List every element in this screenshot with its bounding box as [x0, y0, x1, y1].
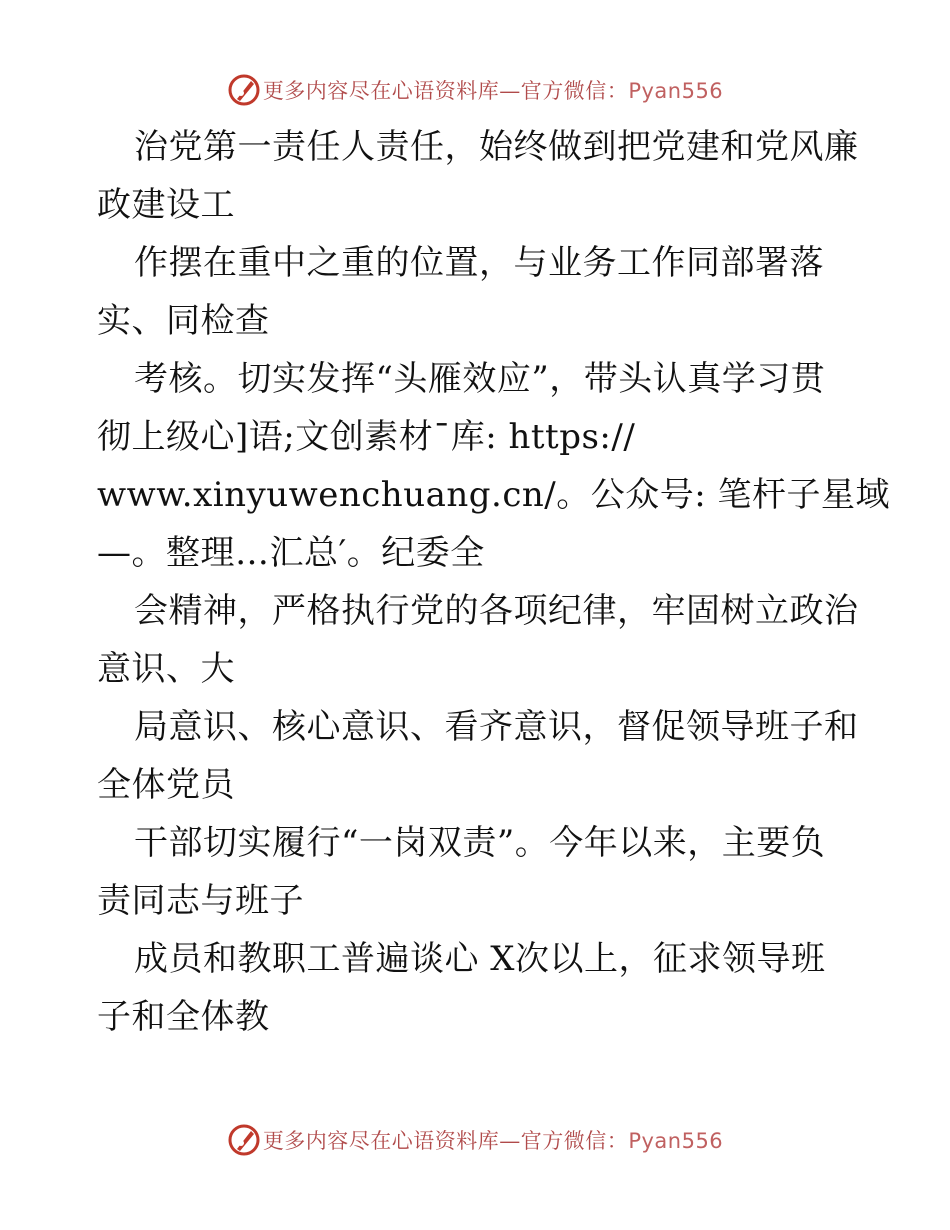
header-watermark: [0, 70, 950, 110]
text-line: 全体党员: [97, 765, 235, 805]
document-body: [97, 118, 890, 1046]
text-line: 子和全体教: [97, 997, 270, 1037]
pen-logo-icon: [227, 73, 261, 107]
footer-watermark: [0, 1120, 950, 1160]
text-line: 政建设工: [97, 185, 235, 225]
text-line: www.xinyuwenchuang.cn/。公众号: 笔杆子星域: [97, 475, 890, 515]
text-line: 意识、大: [97, 649, 235, 689]
text-line: 实、同检查: [97, 301, 270, 341]
text-line: 治党第一责任人责任，始终做到把党建和党风廉: [134, 127, 859, 167]
text-line: —。整理…汇总′。纪委全: [97, 533, 485, 573]
watermark-text: 更多内容尽在心语资料库—官方微信：Pyan556: [262, 79, 724, 103]
text-line: 干部切实履行“一岗双责”。今年以来，主要负: [134, 823, 826, 863]
text-line: 彻上级心]语;文创素材¯库: https://: [97, 417, 636, 457]
text-line: 作摆在重中之重的位置，与业务工作同部署落: [134, 243, 824, 283]
watermark-text: 更多内容尽在心语资料库—官方微信：Pyan556: [262, 1129, 724, 1153]
pen-logo-icon: [227, 1123, 261, 1157]
text-line: 考核。切实发挥“头雁效应”，带头认真学习贯: [134, 359, 826, 399]
text-line: 成员和教职工普遍谈心 X次以上，征求领导班: [134, 939, 826, 979]
text-line: 责同志与班子: [97, 881, 304, 921]
text-line: 会精神，严格执行党的各项纪律，牢固树立政治: [134, 591, 859, 631]
text-line: 局意识、核心意识、看齐意识，督促领导班子和: [134, 707, 859, 747]
